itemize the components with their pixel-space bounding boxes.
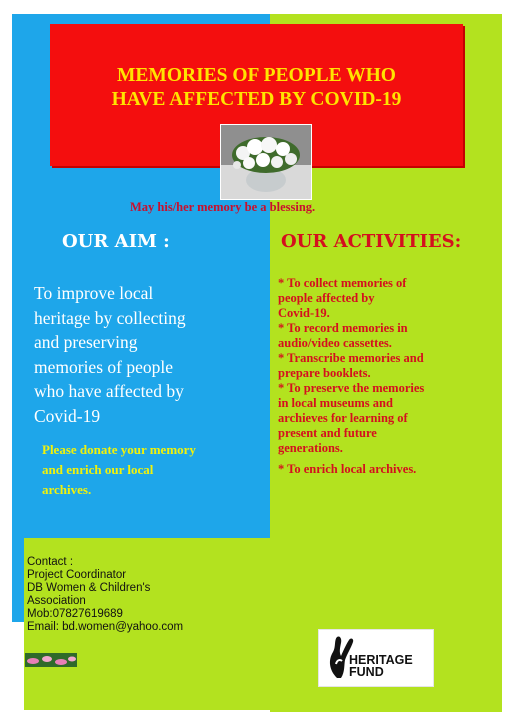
aim-line: and preserving — [34, 332, 138, 352]
contact-phone: Mob:07827619689 — [27, 608, 123, 620]
logo-line-2: FUND — [349, 665, 384, 679]
activity-line: * Transcribe memories and — [278, 351, 424, 365]
activity-line: audio/video cassettes. — [278, 336, 392, 350]
poster-title — [50, 64, 463, 112]
aim-line: Covid-19 — [34, 405, 101, 426]
contact-role: Project Coordinator — [27, 569, 127, 581]
aim-line: who have affected by — [34, 381, 184, 401]
contact-email: Email: bd.women@yahoo.com — [27, 621, 184, 633]
flower-bouquet-photo — [220, 124, 312, 200]
contact-label: Contact : — [27, 556, 74, 568]
donate-appeal — [42, 440, 264, 500]
activity-line: people affected by — [278, 291, 375, 305]
activity-line: * To collect memories of — [278, 276, 407, 290]
activity-line: Covid-19. — [278, 306, 330, 320]
contact-organisation-cont: Association — [27, 595, 86, 607]
aim-line: To improve local — [34, 283, 154, 303]
activity-list — [278, 276, 500, 477]
activity-line: prepare booklets. — [278, 366, 371, 380]
donate-line: Please donate your memory — [42, 442, 196, 457]
water-lily-decoration — [25, 652, 77, 666]
aim-line: heritage by collecting — [34, 307, 186, 328]
title-line-1: MEMORIES OF PEOPLE WHO — [117, 65, 396, 86]
aim-heading: OUR AIM : — [62, 231, 170, 252]
logo-line-1: HERITAGE — [349, 653, 413, 667]
activity-line: * To record memories in — [278, 321, 408, 335]
activity-line: in local museums and — [278, 396, 393, 410]
activities-heading: OUR ACTIVITIES: — [281, 231, 462, 252]
contact-organisation: DB Women & Children's — [27, 582, 151, 594]
activity-line: archieves for learning of — [278, 411, 408, 425]
activity-line: present and future — [278, 426, 377, 440]
aim-line: memories of people — [34, 356, 173, 377]
donate-line: archives. — [42, 482, 92, 497]
title-line-2: HAVE AFFECTED BY COVID-19 — [111, 89, 402, 110]
activity-line: generations. — [278, 441, 343, 455]
activity-line: * To preserve the memories — [278, 381, 425, 395]
activity-line: * To enrich local archives. — [278, 462, 417, 476]
blessing-text: May his/her memory be a blessing. — [130, 200, 316, 214]
heritage-fund-logo — [318, 629, 434, 687]
aim-paragraph — [34, 281, 266, 428]
contact-details — [27, 556, 269, 634]
heritage-fund-wordmark — [349, 654, 413, 678]
donate-line: and enrich our local — [42, 462, 154, 477]
